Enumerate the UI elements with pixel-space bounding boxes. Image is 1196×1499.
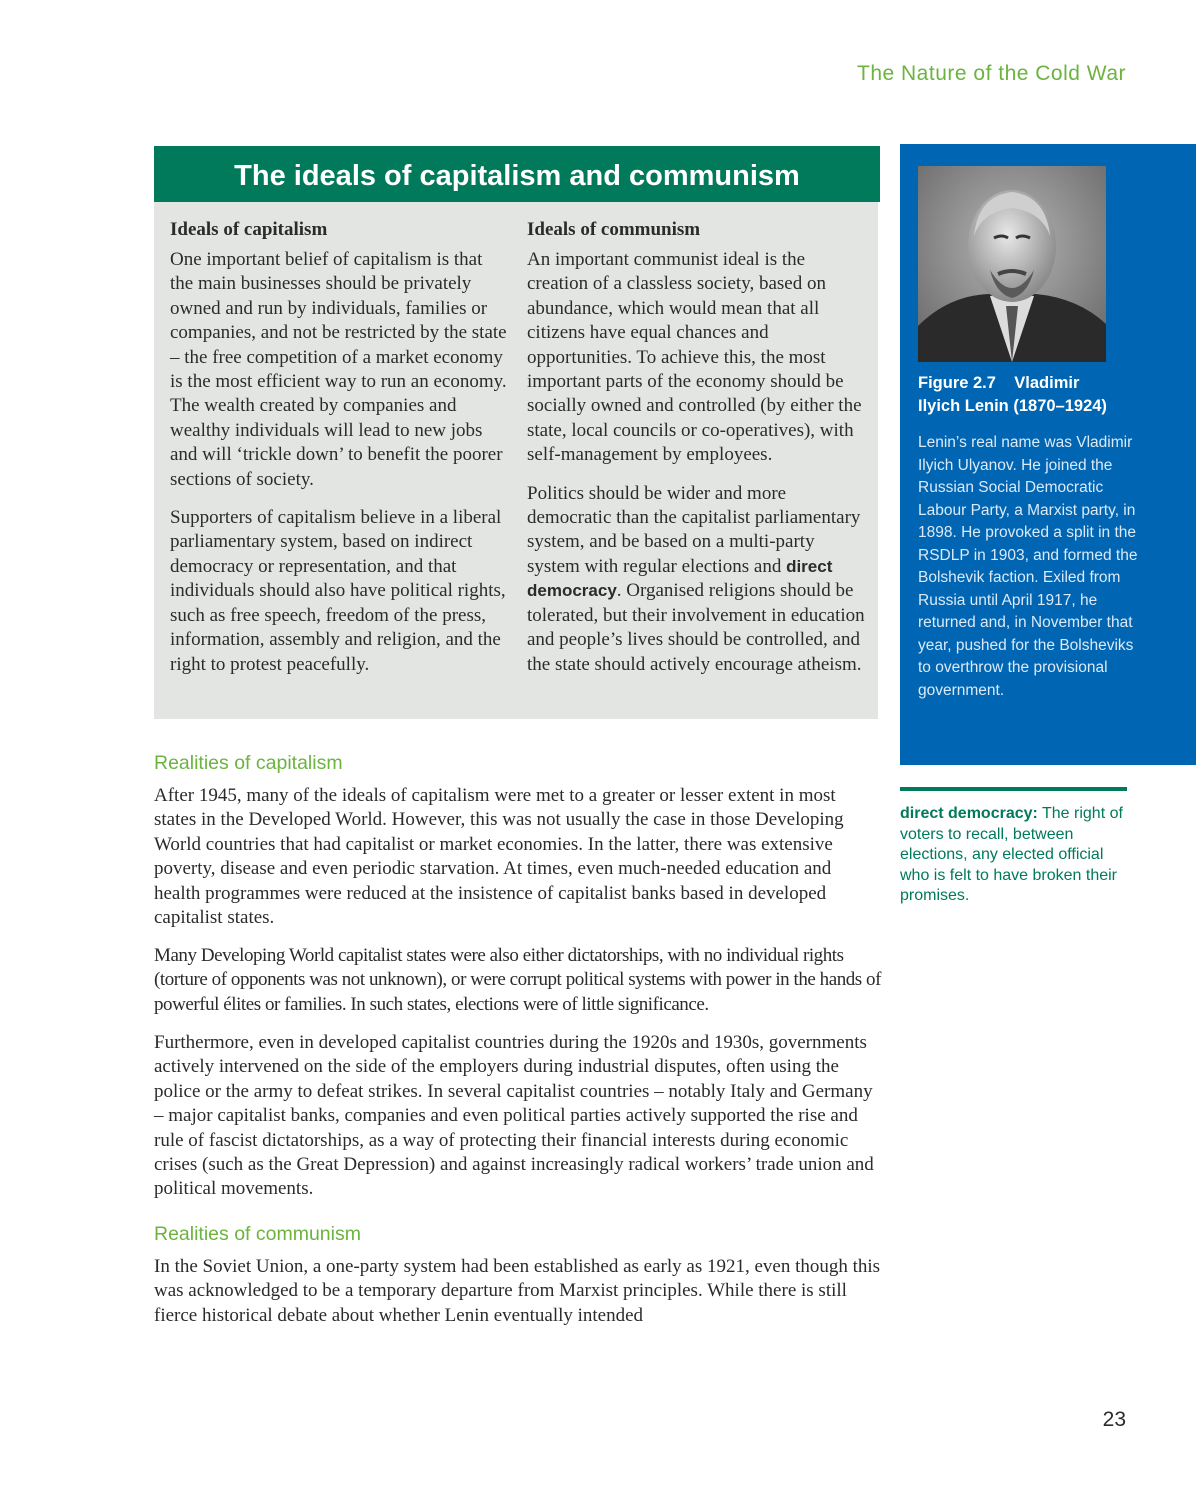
feature-box-title: The ideals of capitalism and communism: [154, 146, 880, 202]
page-number: 23: [1102, 1408, 1126, 1431]
figure-caption-text: Lenin’s real name was Vladimir Ilyich Ulyanov. He joined the Russian Social Democratic Labour Party, a Marxist party, in 1898. He provoked a split in the RSDLP in 1903, and formed the Bolshevik faction. Exiled from Russia until April 1917, he returned and, in November that year, pushed for the Bolsheviks to overthrow the provisional government.: [918, 434, 1138, 699]
portrait-illustration: [918, 166, 1106, 362]
figure-panel: [900, 144, 1196, 765]
glossary-divider: [900, 787, 1127, 791]
realities-communism-heading: Realities of communism: [154, 1223, 361, 1245]
feature-box: [154, 202, 878, 719]
capitalism-paragraph-2: Supporters of capitalism believe in a liberal parliamentary system, based on indirect democracy or representation, and that individuals should also have political rights, such as free speech, freedom of the press, information, assembly and religion, and the right to protest peacefully.: [170, 507, 506, 675]
capitalism-paragraph-1: One important belief of capitalism is that the main businesses should be privately owned and run by individuals, families or companies, and not be restricted by the state – the free competition of a market economy is the most efficient way to run an economy. The wealth created by companies and wealthy individuals will lead to new jobs and will ‘trickle down’ to benefit the poorer sections of society.: [170, 249, 507, 490]
capitalism-column: [170, 218, 510, 691]
realities-capitalism-heading: Realities of capitalism: [154, 752, 343, 774]
figure-caption-title-line-2: Ilyich Lenin (1870–1924): [918, 397, 1107, 415]
glossary-definition: The right of voters to recall, between elections, any elected official who is felt to have broken their promises.: [900, 805, 1123, 904]
realities-capitalism-paragraph-1: After 1945, many of the ideals of capitalism were met to a greater or lesser extent in most states in the Developed World. However, this was not usually the case in those Developing World countries that had capitalist or market economies. In the latter, there was extensive poverty, disease and even periodic starvation. At times, even much-needed education and health programmes were reduced at the insistence of capitalist banks based in developed capitalist states.: [154, 785, 844, 929]
realities-communism-paragraph-1: In the Soviet Union, a one-party system had been established as early as 1921, even though this was acknowledged to be a temporary departure from Marxist principles. While there is still fierce historical debate about whether Lenin eventually intended: [154, 1256, 881, 1326]
capitalism-heading: Ideals of capitalism: [170, 219, 328, 240]
running-header: The Nature of the Cold War: [857, 62, 1126, 85]
figure-caption-title-line-1: Figure 2.7 Vladimir: [918, 374, 1080, 392]
glossary-term: direct democracy:: [900, 805, 1038, 822]
communism-paragraph-1: An important communist ideal is the creation of a classless society, based on abundance, which would mean that all citizens have equal chances and opportunities. To achieve this, the most important parts of the economy should be socially owned and controlled (by either the state, local councils or co-operatives), with self-management by employees.: [527, 249, 862, 466]
glossary-keyword[interactable]: direct democracy: [527, 556, 833, 601]
communism-heading: Ideals of communism: [527, 219, 701, 240]
communism-paragraph-2: [527, 482, 867, 677]
figure-caption-title: [918, 372, 1178, 418]
communism-column: [527, 218, 867, 691]
communism-paragraph-2-start: Politics should be wider and more democratic than the capitalist parliamentary system, and be based on a multi-party system with regular elections and: [527, 482, 861, 577]
glossary-entry: [900, 804, 1132, 907]
communism-paragraph-2-end: . Organised religions should be tolerated, but their involvement in education and people’s lives should be controlled, and the state should actively encourage atheism.: [527, 580, 865, 675]
realities-capitalism-paragraph-2: Many Developing World capitalist states were also either dictatorships, with no individual rights (torture of opponents was not unknown), or were corrupt political systems with power in the hands of powerful élites or families. In such states, elections were of little significance.: [154, 945, 881, 1015]
lenin-portrait-image: [918, 166, 1106, 362]
realities-capitalism-paragraph-3: Furthermore, even in developed capitalist countries during the 1920s and 1930s, governments actively intervened on the side of the employers during industrial disputes, often using the police or the army to defeat strikes. In several capitalist countries – notably Italy and Germany – major capitalist banks, companies and even political parties actively supported the rise and rule of fascist dictatorships, as a way of protecting their financial interests during economic crises (such as the Great Depression) and against increasingly radical workers’ trade union and political movements.: [154, 1032, 874, 1200]
